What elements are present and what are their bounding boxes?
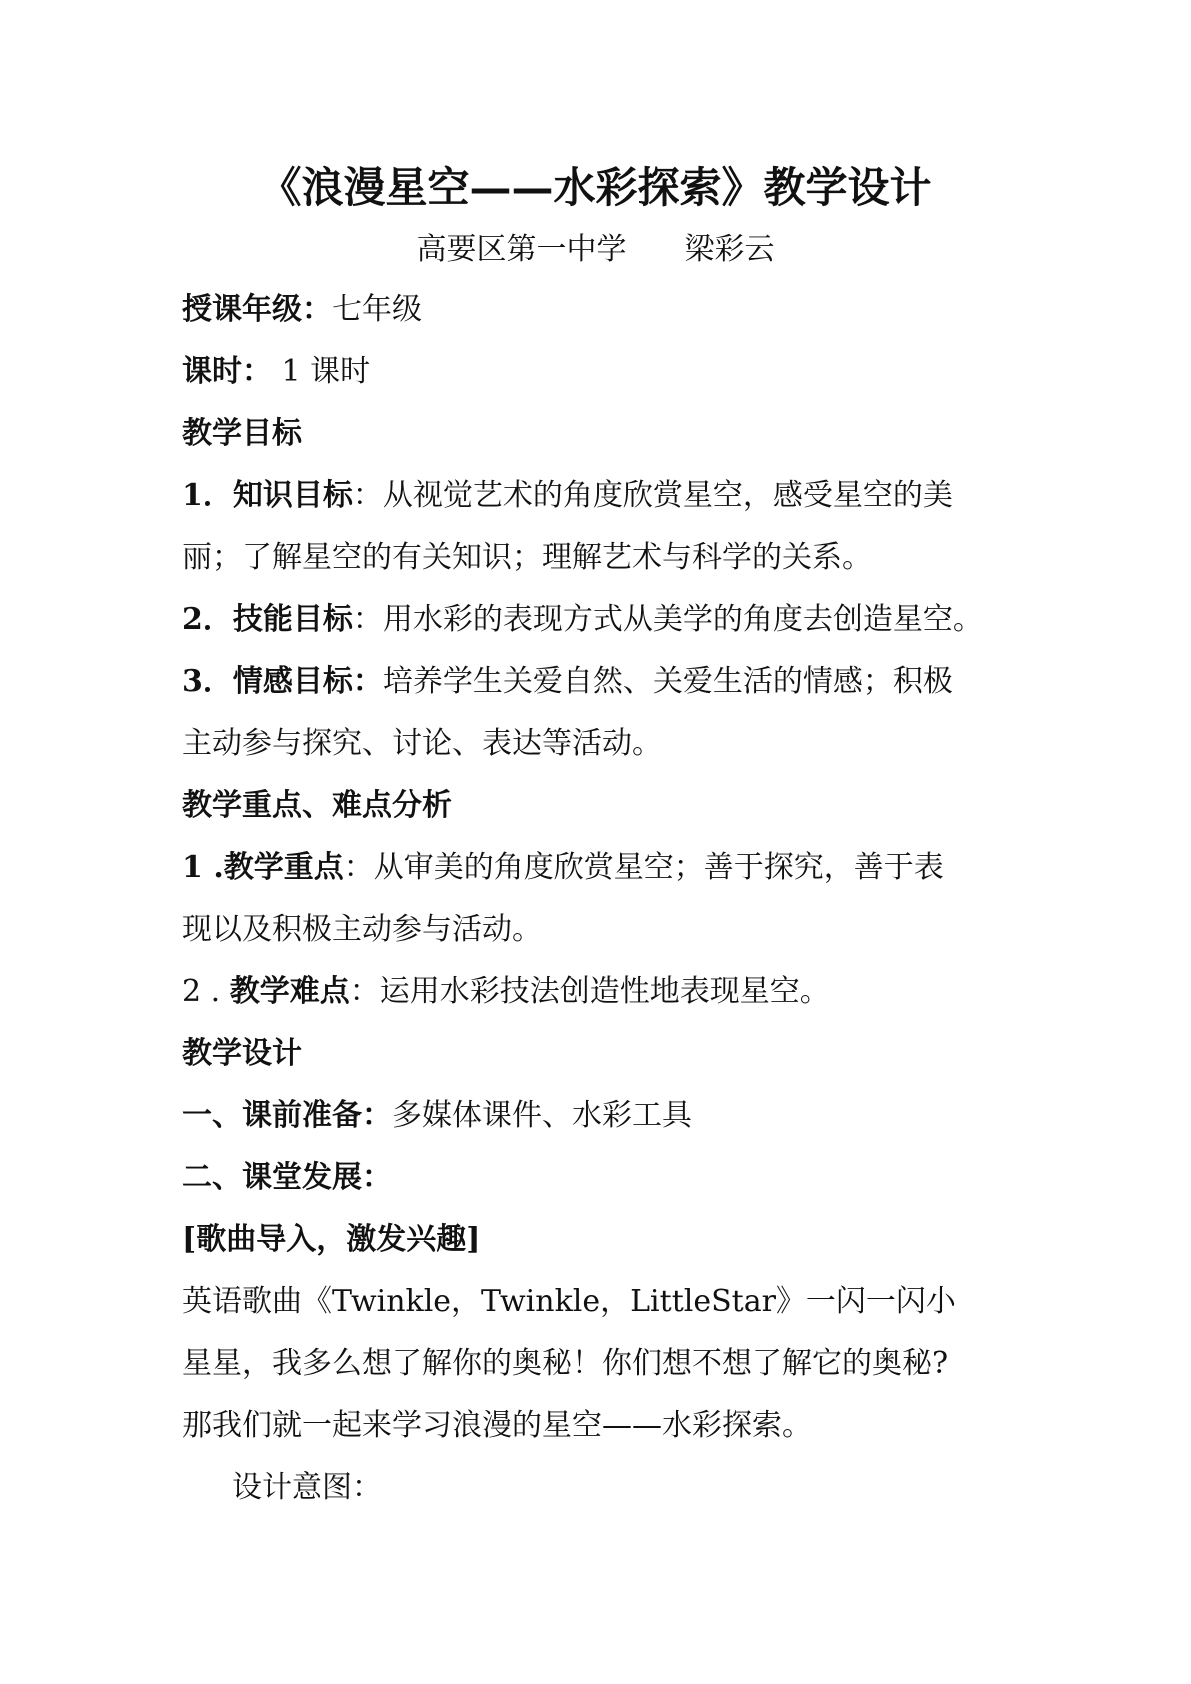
paragraph-line-2: 星星，我多么想了解你的奥秘！你们想不想了解它的奥秘? [182,1346,949,1381]
key-point-focus-cont: 现以及积极主动参与活动。 [182,912,542,947]
objective-knowledge-label: 1．知识目标 [182,478,353,513]
objective-emotion-text: 培养学生关爱自然、关爱生活的情感；积极 [382,664,953,699]
paragraph-line-1: 英语歌曲《Twinkle，Twinkle，LittleStar》一闪一闪小 [182,1284,956,1319]
key-point-difficulty-text: ：运用水彩技法创造性地表现星空。 [349,974,830,1009]
objective-knowledge-cont: 丽；了解星空的有关知识；理解艺术与科学的关系。 [182,540,872,575]
key-points-heading: 教学重点、难点分析 [182,788,452,823]
key-point-difficulty-number: 2 . [182,974,230,1009]
paragraph-line-3: 那我们就一起来学习浪漫的星空——水彩探索。 [182,1408,812,1443]
grade-value: 七年级 [332,292,422,327]
objective-emotion-label: 3．情感目标： [182,664,383,699]
section-title: [歌曲导入，激发兴趣] [182,1222,481,1257]
objective-emotion [182,660,953,704]
design-heading: 教学设计 [182,1036,302,1071]
key-point-focus [182,846,944,890]
period-line [182,350,370,394]
objective-emotion-cont: 主动参与探究、讨论、表达等活动。 [182,726,662,761]
prep-label: 一、课前准备： [182,1098,392,1133]
document-title: 《浪漫星空——水彩探索》教学设计 [259,163,932,212]
objective-knowledge-text: ：从视觉艺术的角度欣赏星空，感受星空的美 [352,478,953,513]
period-value: 1 课时 [272,354,371,389]
key-point-difficulty [182,970,830,1014]
objective-skill-label: 2．技能目标 [182,602,353,637]
prep-line [182,1094,692,1138]
school-name: 高要区第一中学 [416,232,627,267]
objective-skill [182,598,983,642]
key-point-focus-text: ：从审美的角度欣赏星空；善于探究，善于表 [343,850,944,885]
key-point-difficulty-label: 教学难点 [229,974,350,1009]
objective-knowledge [182,474,953,518]
grade-line [182,288,422,332]
key-point-focus-label: 1 .教学重点 [182,850,344,885]
period-label: 课时： [182,354,272,389]
class-development-heading: 二、课堂发展： [182,1160,392,1195]
objective-skill-text: ：用水彩的表现方式从美学的角度去创造星空。 [352,602,983,637]
objectives-heading: 教学目标 [182,416,302,451]
prep-text: 多媒体课件、水彩工具 [392,1098,692,1133]
design-intent-label: 设计意图： [232,1470,382,1505]
grade-label: 授课年级： [182,292,332,327]
author-name: 梁彩云 [684,232,775,267]
author-line [0,228,1191,272]
